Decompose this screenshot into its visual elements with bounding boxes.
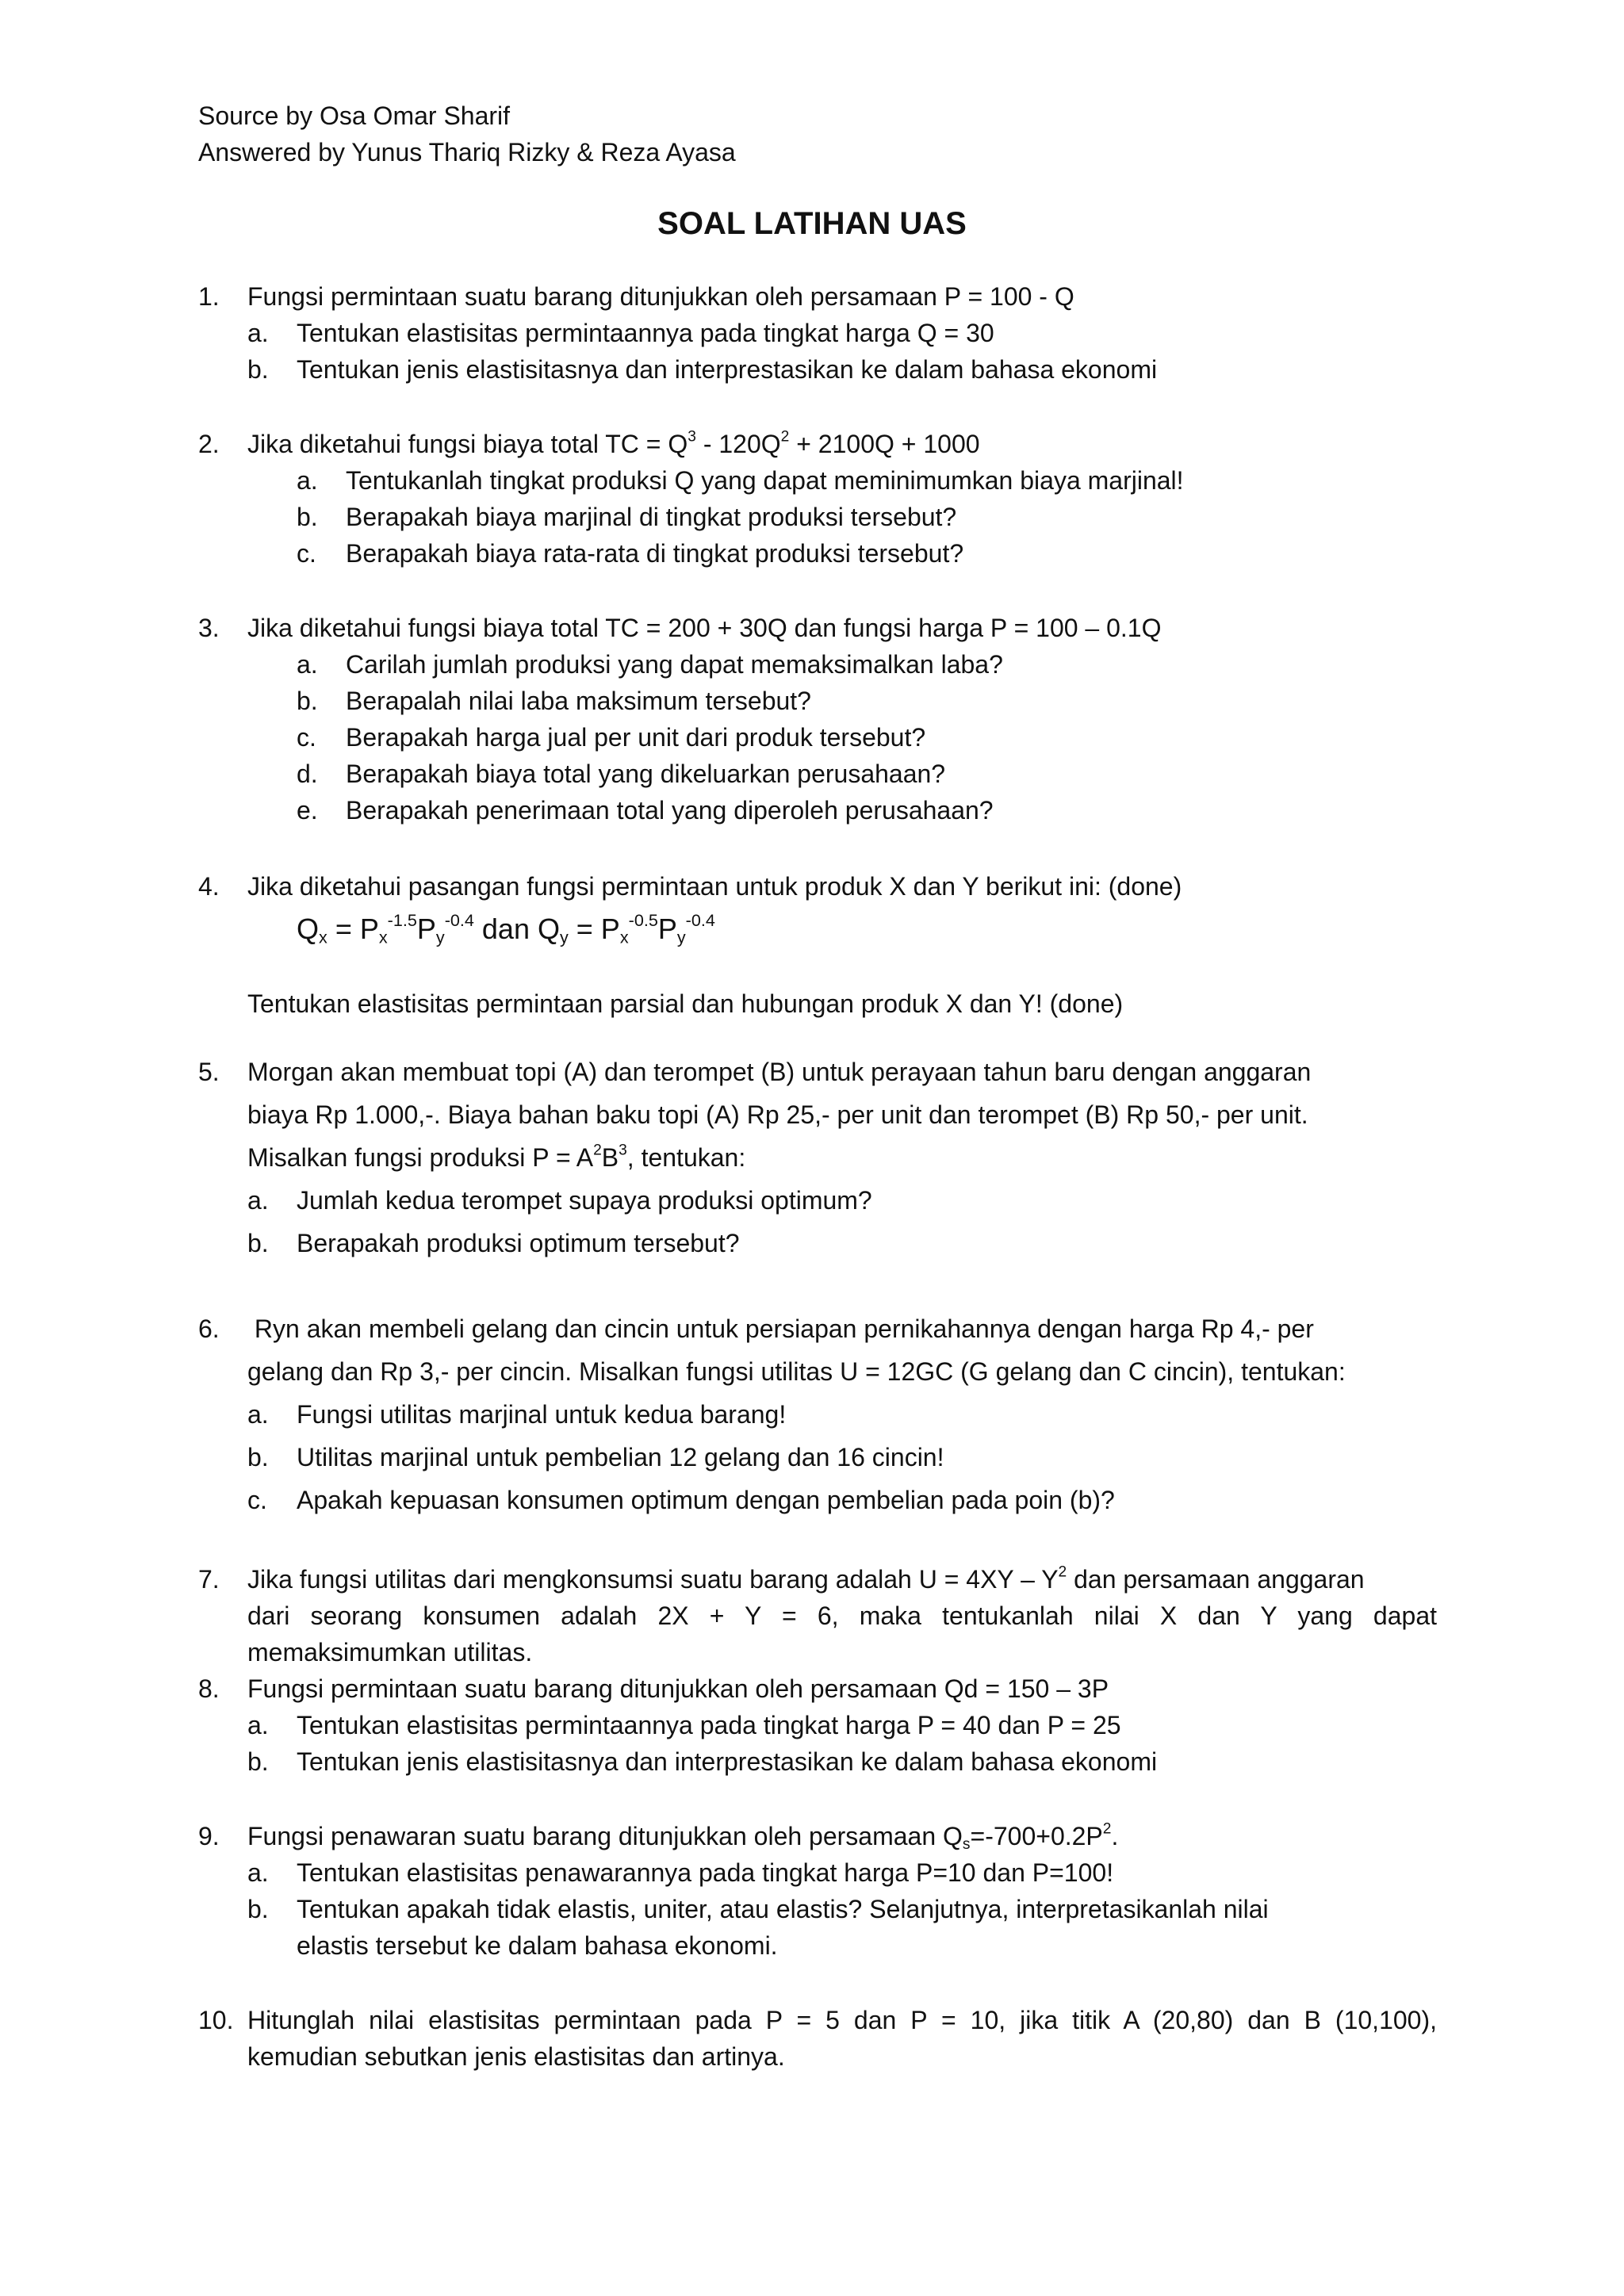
q8-a-label: a. (247, 1711, 269, 1739)
q3-b-label: b. (297, 687, 318, 715)
source-line: Source by Osa Omar Sharif (198, 101, 511, 130)
q7-line-1: Jika fungsi utilitas dari mengkonsumsi suatu barang adalah $U = 4XY - Y^2$ dan persamaan anggaran (247, 1563, 1365, 1594)
q2-text: Jika diketahui fungsi biaya total TC = $Q^3 - 120Q^2 + 2100Q + 1000$ (247, 428, 980, 458)
q1-text: Fungsi permintaan suatu barang ditunjukkan oleh persamaan P = 100 - Q (247, 282, 1074, 311)
q7-number: 7. (198, 1565, 220, 1594)
q3-a-label: a. (297, 650, 318, 679)
q10-line-1: Hitunglah nilai elastisitas permintaan pada P = 5 dan P = 10, jika titik A (20,80) dan B (10,100), (247, 2006, 1437, 2034)
q5-line-1: Morgan akan membuat topi (A) dan terompet (B) untuk perayaan tahun baru dengan anggaran (247, 1058, 1312, 1086)
page-title: SOAL LATIHAN UAS (657, 206, 967, 241)
q2-a-text: Tentukanlah tingkat produksi Q yang dapat meminimumkan biaya marjinal! (346, 466, 1184, 495)
q2-b-label: b. (297, 503, 318, 531)
q3-d-label: d. (297, 760, 318, 788)
q2-b-text: Berapakah biaya marjinal di tingkat produksi tersebut? (346, 503, 957, 531)
q6-line-1: Ryn akan membeli gelang dan cincin untuk persiapan pernikahannya dengan harga Rp 4,- per (247, 1314, 1314, 1343)
q3-b-text: Berapalah nilai laba maksimum tersebut? (346, 687, 811, 715)
q10-number: 10. (198, 2006, 234, 2034)
q9-b-text-2: elastis tersebut ke dalam bahasa ekonomi. (297, 1931, 778, 1960)
q3-text: Jika diketahui fungsi biaya total TC = 200 + 30Q dan fungsi harga P = 100 – 0.1Q (247, 614, 1162, 642)
q1-b-text: Tentukan jenis elastisitasnya dan interprestasikan ke dalam bahasa ekonomi (297, 355, 1158, 384)
q3-a-text: Carilah jumlah produksi yang dapat memaksimalkan laba? (346, 650, 1003, 679)
q3-c-label: c. (297, 723, 316, 752)
q6-b-text: Utilitas marjinal untuk pembelian 12 gelang dan 16 cincin! (297, 1443, 944, 1471)
q9-b-text-1: Tentukan apakah tidak elastis, uniter, atau elastis? Selanjutnya, interpretasikanlah nilai (297, 1895, 1269, 1923)
q7-line-2: dari seorang konsumen adalah 2X + Y = 6, maka tentukanlah nilai X dan Y yang dapat (247, 1601, 1437, 1630)
q1-a-label: a. (247, 319, 269, 347)
q9-text: Fungsi penawaran suatu barang ditunjukkan oleh persamaan $Q_s=-700+0.2P^2$. (247, 1820, 1119, 1853)
q6-a-label: a. (247, 1400, 269, 1429)
q8-text: Fungsi permintaan suatu barang ditunjukkan oleh persamaan Qd = 150 – 3P (247, 1674, 1109, 1703)
q3-d-text: Berapakah biaya total yang dikeluarkan perusahaan? (346, 760, 946, 788)
q5-a-label: a. (247, 1186, 269, 1215)
q5-b-label: b. (247, 1229, 269, 1257)
q9-a-label: a. (247, 1858, 269, 1887)
q6-line-2: gelang dan Rp 3,- per cincin. Misalkan fungsi utilitas U = 12GC (G gelang dan C cincin), tentukan: (247, 1357, 1346, 1386)
q5-line-3: Misalkan fungsi produksi $P = A^2B^3$, tentukan: (247, 1142, 746, 1172)
q6-c-text: Apakah kepuasan konsumen optimum dengan pembelian pada poin (b)? (297, 1486, 1115, 1514)
q1-number: 1. (198, 282, 220, 311)
q9-number: 9. (198, 1822, 220, 1850)
q8-b-label: b. (247, 1747, 269, 1776)
q6-b-label: b. (247, 1443, 269, 1471)
q8-number: 8. (198, 1674, 220, 1703)
q10-line-2: kemudian sebutkan jenis elastisitas dan artinya. (247, 2042, 785, 2071)
q3-c-text: Berapakah harga jual per unit dari produk tersebut? (346, 723, 926, 752)
q2-number: 2. (198, 430, 220, 458)
q3-number: 3. (198, 614, 220, 642)
q4-number: 4. (198, 872, 220, 901)
q5-a-text: Jumlah kedua terompet supaya produksi optimum? (297, 1186, 872, 1215)
q9-a-text: Tentukan elastisitas penawarannya pada tingkat harga P=10 dan P=100! (297, 1858, 1114, 1887)
q3-e-label: e. (297, 796, 318, 825)
q6-number: 6. (198, 1314, 220, 1343)
q2-a-label: a. (297, 466, 318, 495)
q6-a-text: Fungsi utilitas marjinal untuk kedua barang! (297, 1400, 787, 1429)
q4-text-2: Tentukan elastisitas permintaan parsial dan hubungan produk X dan Y! (done) (247, 989, 1124, 1018)
q1-b-label: b. (247, 355, 269, 384)
q1-a-text: Tentukan elastisitas permintaannya pada tingkat harga Q = 30 (297, 319, 994, 347)
q8-a-text: Tentukan elastisitas permintaannya pada tingkat harga P = 40 dan P = 25 (297, 1711, 1121, 1739)
q4-formula: $Q_x = P_x^{-1.5}P_y^{-0.4}$ dan $Q_y = P_x^{-0.5}P_y^{-0.4}$ (297, 909, 715, 947)
q2-c-text: Berapakah biaya rata-rata di tingkat produksi tersebut? (346, 539, 964, 568)
q8-b-text: Tentukan jenis elastisitasnya dan interprestasikan ke dalam bahasa ekonomi (297, 1747, 1158, 1776)
q7-line-3: memaksimumkan utilitas. (247, 1638, 533, 1667)
q2-c-label: c. (297, 539, 316, 568)
answered-line: Answered by Yunus Thariq Rizky & Reza Ayasa (198, 138, 736, 166)
q5-b-text: Berapakah produksi optimum tersebut? (297, 1229, 740, 1257)
q6-c-label: c. (247, 1486, 267, 1514)
q5-number: 5. (198, 1058, 220, 1086)
q4-text: Jika diketahui pasangan fungsi permintaan untuk produk X dan Y berikut ini: (done) (247, 872, 1182, 901)
q3-e-text: Berapakah penerimaan total yang diperoleh perusahaan? (346, 796, 994, 825)
q9-b-label: b. (247, 1895, 269, 1923)
q5-line-2: biaya Rp 1.000,-. Biaya bahan baku topi (A) Rp 25,- per unit dan terompet (B) Rp 50,- per unit. (247, 1100, 1308, 1129)
